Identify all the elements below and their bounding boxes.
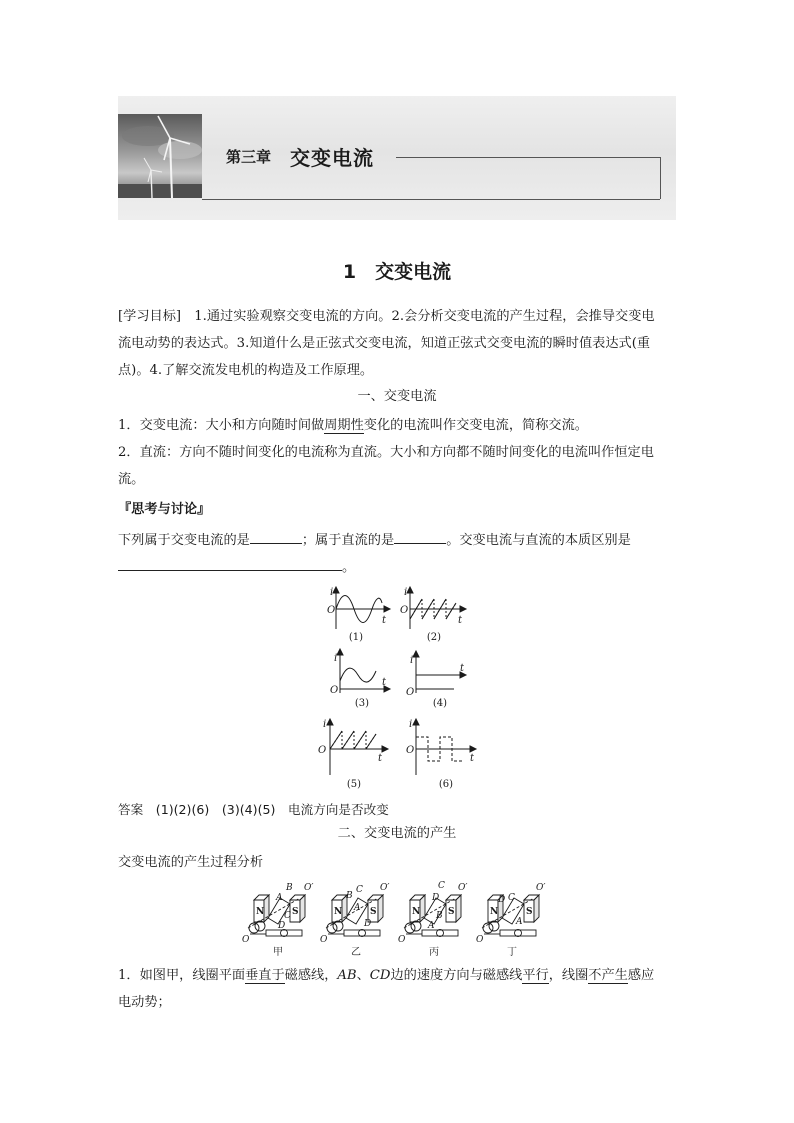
banner-rule [396, 157, 660, 158]
graph2-origin-label: O [400, 605, 409, 616]
graph4-caption: (4) [432, 698, 448, 709]
chapter-banner [118, 96, 676, 220]
learning-objectives [118, 303, 678, 384]
objectives-line-1: [学习目标] 1.通过实验观察交变电流的方向。2.会分析交变电流的产生过程，会推导交变电 [118, 309, 655, 324]
answer-blank-3[interactable] [118, 556, 342, 571]
svg-text:C: C [438, 881, 445, 891]
current-graphs-figure [310, 585, 482, 793]
think-heading: 『思考与讨论』 [118, 502, 211, 517]
svg-text:B: B [436, 911, 443, 921]
objectives-line-3: 点)。4.了解交流发电机的构造及工作原理。 [118, 363, 374, 378]
underlined-term: 周期性 [324, 418, 364, 433]
svg-text:N: N [334, 907, 343, 917]
graph5-i-label: i [323, 719, 327, 730]
svg-text:D: D [364, 919, 372, 929]
svg-text:O′: O′ [458, 883, 468, 893]
svg-text:S: S [448, 907, 455, 917]
svg-text:O′: O′ [380, 883, 390, 893]
svg-text:S: S [370, 907, 377, 917]
answer-blank-2[interactable] [394, 529, 446, 544]
part2-heading: 二、交变电流的产生 [337, 826, 457, 841]
objectives-tag: [学习目标] [118, 309, 182, 324]
part1-heading: 一、交变电流 [357, 389, 437, 404]
graph3-caption: (3) [354, 698, 370, 709]
svg-text:N: N [256, 907, 265, 917]
caption-jia: 甲 [273, 947, 283, 958]
graph5-origin-label: O [318, 745, 327, 756]
caption-bing: 丙 [429, 947, 439, 958]
graph4-t-label: t [460, 663, 465, 674]
wind-turbine-photo [118, 114, 202, 198]
caption-ding: 丁 [507, 947, 517, 958]
svg-text:A: A [428, 921, 435, 931]
svg-text:A: A [276, 893, 283, 903]
svg-text:S: S [526, 907, 533, 917]
graph5-t-label: t [378, 753, 383, 764]
graph1-origin-label: O [327, 605, 336, 616]
svg-text:C: C [284, 911, 291, 921]
svg-text:B: B [286, 883, 293, 893]
graph6-i-label: i [409, 719, 413, 730]
svg-text:N: N [490, 907, 499, 917]
svg-text:A: A [354, 903, 361, 913]
graph1-caption: (1) [348, 632, 364, 643]
graph4-origin-label: O [406, 687, 415, 698]
banner-rule-vertical [660, 157, 661, 199]
svg-text:C: C [356, 885, 363, 895]
svg-text:D: D [432, 893, 440, 903]
think-question: 下列属于交变电流的是 ；属于直流的是 。交变电流与直流的本质区别是 。 [118, 527, 678, 581]
svg-text:O′: O′ [304, 883, 314, 893]
graph2-t-label: t [458, 615, 463, 626]
svg-text:O: O [242, 935, 250, 945]
svg-text:B: B [346, 891, 353, 901]
graph3-i-label: i [334, 653, 338, 664]
graph6-origin-label: O [406, 745, 415, 756]
answer-blank-1[interactable] [250, 529, 302, 544]
generator-captions [273, 946, 517, 958]
svg-text:O: O [398, 935, 406, 945]
part2-intro: 交变电流的产生过程分析 [118, 855, 264, 870]
graph5-caption: (5) [346, 779, 362, 790]
graph6-t-label: t [470, 753, 475, 764]
graph3-origin-label: O [330, 685, 339, 696]
svg-text:N: N [412, 907, 421, 917]
chapter-title: 交变电流 [290, 146, 374, 170]
svg-text:S: S [292, 907, 299, 917]
answer-line: 答案 (1)(2)(6) (3)(4)(5) 电流方向是否改变 [118, 802, 389, 817]
graph3-t-label: t [382, 677, 387, 688]
graph5-ramp-drops [330, 731, 376, 749]
caption-yi: 乙 [351, 947, 361, 958]
graph2-i-label: i [404, 587, 408, 598]
svg-text:O: O [320, 935, 328, 945]
graph5-ramps [330, 731, 376, 749]
svg-text:C: C [508, 893, 515, 903]
graph3-offset-wave [340, 668, 376, 682]
generator-figures [240, 878, 556, 958]
graphs-captions [347, 632, 453, 790]
svg-text:O′: O′ [536, 883, 546, 893]
svg-text:O: O [476, 935, 484, 945]
chapter-number: 第三章 [226, 148, 272, 166]
graph2-caption: (2) [426, 632, 442, 643]
part1-item-1: 1．交变电流：大小和方向随时间做周期性变化的电流叫作交变电流，简称交流。 [118, 418, 588, 433]
graph1-i-label: i [330, 587, 334, 598]
part2-item-1: 1．如图甲，线圈平面垂直于磁感线，AB、CD边的速度方向与磁感线平行，线圈不产生感应 电动势； [118, 968, 655, 1010]
graph1-t-label: t [382, 615, 387, 626]
svg-text:A: A [516, 917, 523, 927]
svg-text:D: D [278, 921, 286, 931]
graph6-caption: (6) [438, 779, 454, 790]
part1-item-2: 2．直流：方向不随时间变化的电流称为直流。大小和方向都不随时间变化的电流叫作恒定电 流。 [118, 445, 654, 487]
banner-rule-bottom [202, 199, 660, 200]
svg-text:D: D [498, 895, 506, 905]
objectives-line-2: 流电动势的表达式。3.知道什么是正弦式交变电流，知道正弦式交变电流的瞬时值表达式(重 [118, 336, 651, 351]
graph4-i-label: i [410, 655, 414, 666]
section-title: 1 交变电流 [342, 261, 452, 283]
